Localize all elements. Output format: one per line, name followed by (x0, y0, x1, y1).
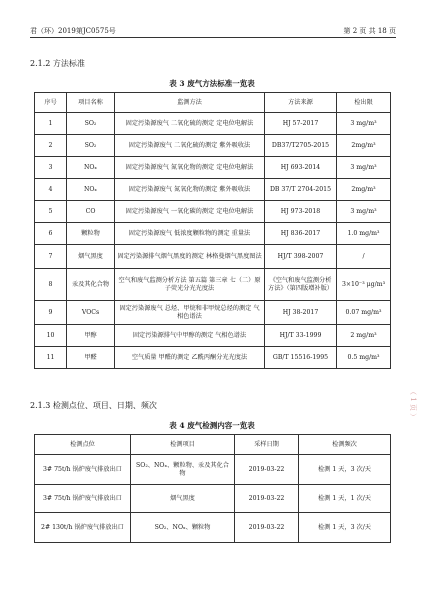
method-source: DB37/T2705-2015 (265, 135, 337, 157)
section-heading-method-standards: 2.1.2 方法标准 (30, 59, 85, 68)
method-source: HJ 693-2014 (265, 157, 337, 179)
testing-items: SO₂、NOₓ、颗粒物、汞及其化合物 (131, 455, 235, 485)
row-number: 10 (35, 325, 67, 347)
row-number: 5 (35, 201, 67, 223)
detection-limit: 3×10⁻³ μg/m³ (337, 269, 391, 301)
method-source: HJ 836-2017 (265, 223, 337, 245)
table-row (35, 269, 391, 301)
method-source: HJ 57-2017 (265, 113, 337, 135)
item-name: SO₂ (67, 113, 115, 135)
column-header: 方法来源 (265, 93, 337, 113)
item-name: VOCs (67, 301, 115, 325)
row-number: 7 (35, 245, 67, 269)
sampling-date: 2019-03-22 (235, 485, 299, 513)
item-name: CO (67, 201, 115, 223)
method: 固定污染源废气 一氧化碳的测定 定电位电解法 (115, 201, 265, 223)
item-name: 甲醇 (67, 325, 115, 347)
column-header: 检出限 (337, 93, 391, 113)
detection-limit: 3 mg/m³ (337, 201, 391, 223)
method-source: HJ/T 398-2007 (265, 245, 337, 269)
column-header: 采样日期 (235, 435, 299, 455)
row-number: 6 (35, 223, 67, 245)
sampling-date: 2019-03-22 (235, 455, 299, 485)
table-row (35, 455, 391, 485)
method: 固定污染源排气烟气黑度的测定 林格曼烟气黑度图法 (115, 245, 265, 269)
table-row (35, 301, 391, 325)
column-header: 序号 (35, 93, 67, 113)
method-source: HJ 38-2017 (265, 301, 337, 325)
column-header: 检测频次 (299, 435, 391, 455)
item-name: NOₓ (67, 157, 115, 179)
detection-limit: 3 mg/m³ (337, 113, 391, 135)
row-number: 9 (35, 301, 67, 325)
testing-items: 烟气黑度 (131, 485, 235, 513)
header-divider (30, 37, 396, 38)
page-header (30, 26, 396, 36)
column-header: 监测方法 (115, 93, 265, 113)
method: 空气和废气监测分析方法 第五篇 第三章 七（二）原子荧光分光光度法 (115, 269, 265, 301)
item-name: NOₓ (67, 179, 115, 201)
item-name: SO₂ (67, 135, 115, 157)
row-number: 3 (35, 157, 67, 179)
table-row (35, 245, 391, 269)
table-row (35, 113, 391, 135)
testing-items: SO₂、NOₓ、颗粒物 (131, 513, 235, 543)
detection-limit: 0.5 mg/m³ (337, 347, 391, 369)
detection-limit: / (337, 245, 391, 269)
method-source: GB/T 15516-1995 (265, 347, 337, 369)
table-row (35, 179, 391, 201)
column-header: 检测项目 (131, 435, 235, 455)
table3-caption: 表 3 废气方法标准一览表 (169, 79, 255, 88)
item-name: 颗粒物 (67, 223, 115, 245)
table-header-row (35, 93, 391, 113)
method: 固定污染源排气中甲醇的测定 气相色谱法 (115, 325, 265, 347)
testing-point: 3# 75t/h 锅炉废气排放出口 (35, 485, 131, 513)
section-heading-points-items-dates: 2.1.3 检测点位、项目、日期、频次 (30, 401, 157, 410)
method: 固定污染源废气 低浓度颗粒物的测定 重量法 (115, 223, 265, 245)
method: 固定污染源废气 二氧化硫的测定 紫外吸收法 (115, 135, 265, 157)
exhaust-testing-content-table (34, 434, 391, 543)
row-number: 4 (35, 179, 67, 201)
detection-limit: 1.0 mg/m³ (337, 223, 391, 245)
table-row (35, 157, 391, 179)
table-row (35, 223, 391, 245)
method: 固定污染源废气 二氧化硫的测定 定电位电解法 (115, 113, 265, 135)
method-source: HJ/T 33-1999 (265, 325, 337, 347)
sampling-date: 2019-03-22 (235, 513, 299, 543)
detection-limit: 2mg/m³ (337, 179, 391, 201)
row-number: 11 (35, 347, 67, 369)
item-name: 甲醛 (67, 347, 115, 369)
page-number: 第 2 页 共 18 页 (343, 27, 396, 35)
row-number: 8 (35, 269, 67, 301)
table-row (35, 485, 391, 513)
column-header: 项目名称 (67, 93, 115, 113)
table-row (35, 325, 391, 347)
detection-limit: 2 mg/m³ (337, 325, 391, 347)
method: 空气质量 甲醛的测定 乙酰丙酮分光光度法 (115, 347, 265, 369)
column-header: 检测点位 (35, 435, 131, 455)
table-row (35, 135, 391, 157)
method-source: 《空气和废气监测分析方法》（第四版增补版） (265, 269, 337, 301)
side-seal-mark (406, 388, 420, 452)
table-row (35, 201, 391, 223)
method: 固定污染源废气 氮氧化物的测定 紫外吸收法 (115, 179, 265, 201)
detection-limit: 0.07 mg/m³ (337, 301, 391, 325)
method-source: HJ 973-2018 (265, 201, 337, 223)
row-number: 1 (35, 113, 67, 135)
table-row (35, 513, 391, 543)
side-seal-text: （ 1 页 ） (409, 388, 417, 421)
report-number: 君（环）2019第JC0575号 (30, 27, 116, 35)
table-header-row (35, 435, 391, 455)
table-row (35, 347, 391, 369)
row-number: 2 (35, 135, 67, 157)
method-standards-table (34, 92, 391, 369)
testing-point: 3# 75t/h 锅炉废气排放出口 (35, 455, 131, 485)
testing-frequency: 检测 1 天，3 次/天 (299, 513, 391, 543)
detection-limit: 2mg/m³ (337, 135, 391, 157)
item-name: 烟气黑度 (67, 245, 115, 269)
detection-limit: 3 mg/m³ (337, 157, 391, 179)
item-name: 汞及其化合物 (67, 269, 115, 301)
method: 固定污染源废气 总烃、甲烷和非甲烷总烃的测定 气相色谱法 (115, 301, 265, 325)
table4-caption: 表 4 废气检测内容一览表 (169, 421, 255, 430)
testing-frequency: 检测 1 天，3 次/天 (299, 455, 391, 485)
method: 固定污染源废气 氮氧化物的测定 定电位电解法 (115, 157, 265, 179)
method-source: DB 37/T 2704-2015 (265, 179, 337, 201)
testing-point: 2# 130t/h 锅炉废气排放出口 (35, 513, 131, 543)
testing-frequency: 检测 1 天，1 次/天 (299, 485, 391, 513)
